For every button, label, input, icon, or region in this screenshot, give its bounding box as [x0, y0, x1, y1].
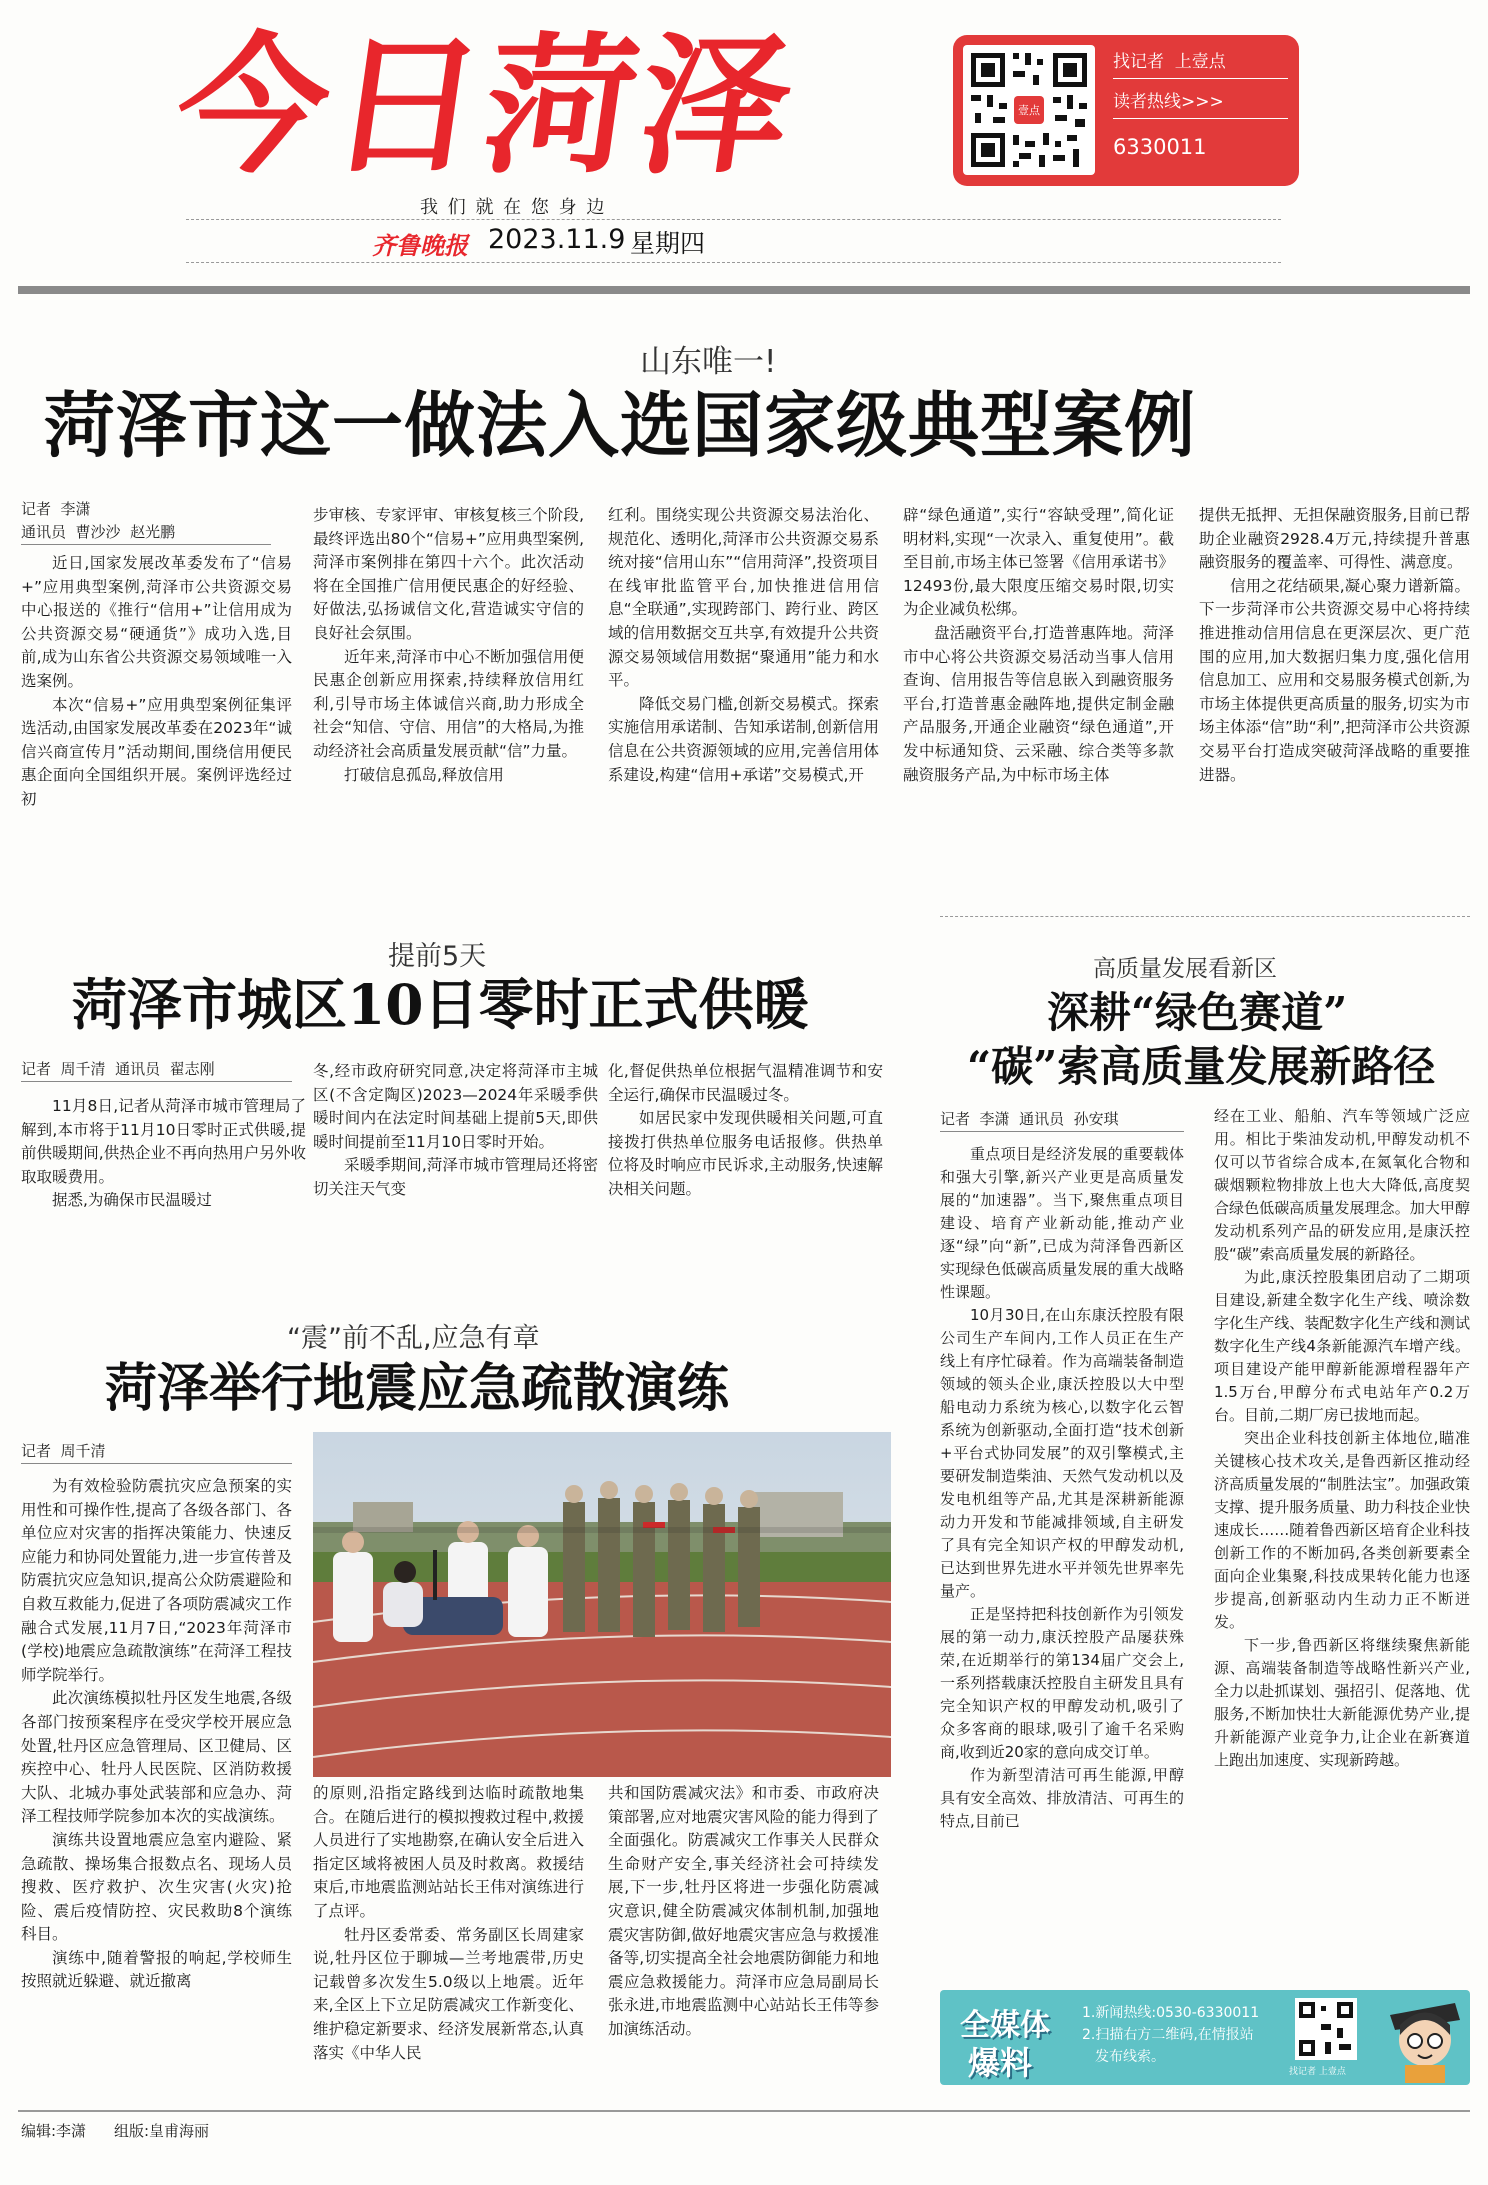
paragraph: 信用之花结硕果,凝心聚力谱新篇。下一步菏泽市公共资源交易中心将持续推进推动信用信息在更深层次、更广范围的应用,加大数据归集力度,强化信用信息加工、应用和交易服务模式创新,为市场主体提供更高质量的服务,切实为市场主体添“信”助“利”,把菏泽市公共资源交易平台打造成突破菏泽战略的重要推进器。 [1199, 576, 1470, 784]
article1-col3 [608, 504, 879, 862]
article1-byline: 记者 李潇 [21, 500, 91, 518]
paragraph: 打破信息孤岛,释放信用 [344, 765, 504, 784]
paragraph: 降低交易门槛,创新交易模式。探索实施信用承诺制、告知承诺制,创新信用信息在公共资源领域的应用,完善信用体系建设,构建“信用+承诺”交易模式,开 [608, 694, 879, 784]
article4-title-line1: 深耕“绿色赛道” [1047, 988, 1348, 1037]
paragraph: 近日,国家发展改革委发布了“信易+”应用典型案例,菏泽市公共资源交易中心报送的《推行“信用+”让信用成为公共资源交易“硬通货”》成功入选,目前,成为山东省公共资源交易领域唯一入选案例。 [21, 554, 292, 690]
qr-code-icon [1295, 1998, 1357, 2060]
paragraph: 11月8日,记者从菏泽市城市管理局了解到,本市将于11月10日零时正式供暖,提前供暖期间,供热企业不再向热用户另外收取取暖费用。 [21, 1097, 306, 1186]
hotline-box [953, 35, 1299, 186]
tipoff-banner [940, 1990, 1470, 2085]
article3-title: 菏泽举行地震应急疏散演练 [105, 1358, 730, 1419]
banner-line: 发布线索。 [1095, 2049, 1165, 2065]
article4-byline: 记者 李潇 通讯员 孙安琪 [940, 1110, 1119, 1128]
masthead-dashed-line [186, 262, 1281, 263]
byline-underline [21, 544, 271, 545]
article2-kicker: 提前5天 [388, 941, 487, 972]
paragraph: 为此,康沃控股集团启动了二期项目建设,新建全数字化生产线、喷涂数字化生产线、装配数字化生产线和测试数字化生产线4条新能源汽车增产线。项目建设产能甲醇新能源增程器年产1.5万台,甲醇分布式电站年产0.2万台。目前,二期厂房已拔地而起。 [1214, 1268, 1470, 1424]
issue-date: 2023.11.9 [488, 224, 626, 255]
article4-col1 [940, 1143, 1184, 1951]
article3-col3 [608, 1782, 879, 2087]
paragraph: 牡丹区委常委、常务副区长周建家说,牡丹区位于聊城—兰考地震带,历史记载曾多次发生5.0级以上地震。近年来,全区上下立足防震减灾工作新变化、维护稳定新要求、经济发展新常态,认真落实《中华人民 [313, 1925, 584, 2062]
banner-line: 1.新闻热线:0530-6330011 [1082, 2005, 1260, 2021]
article1-kicker: 山东唯一! [640, 344, 777, 380]
qr-center-label: 壹点 [1018, 104, 1040, 117]
paragraph: 作为新型清洁可再生能源,甲醇具有安全高效、排放清洁、可再生的特点,目前已 [940, 1766, 1184, 1830]
article1-col2 [313, 504, 584, 862]
contact-line2: 读者热线>>> [1113, 92, 1224, 112]
contact-line1: 找记者 上壹点 [1113, 52, 1226, 72]
paragraph: 的原则,沿指定路线到达临时疏散地集合。在随后进行的模拟搜救过程中,救援人员进行了实地勘察,在确认安全后进入指定区域将被困人员及时救离。救援结束后,市地震监测站站长王伟对演练进行了点评。 [313, 1784, 584, 1920]
issue-weekday: 星期四 [630, 229, 706, 258]
hotline-number: 6330011 [1113, 135, 1207, 159]
paragraph: 采暖季期间,菏泽市城市管理局还将密切关注天气变 [313, 1156, 598, 1198]
banner-label: 爆料 [968, 2044, 1033, 2082]
masthead-dashed-line [186, 219, 1281, 220]
article1-byline: 通讯员 曹沙沙 赵光鹏 [21, 523, 176, 541]
article2-col1 [21, 1095, 306, 1261]
banner-qr-caption: 找记者 上壹点 [1289, 2067, 1346, 2077]
paragraph: 共和国防震减灾法》和市委、市政府决策部署,应对地震灾害风险的能力得到了全面强化。防震减灾工作事关人民群众生命财产安全,事关经济社会可持续发展,下一步,牡丹区将进一步强化防震减灾意识,健全防震减灾体制机制,加强地震灾害防御,做好地震灾害应急与救援准备等,切实提高全社会地震防御能力和地震应急救援能力。菏泽市应急局副局长张永进,市地震监测中心站站长王伟等参加演练活动。 [608, 1784, 879, 2038]
paragraph: 演练共设置地震应急室内避险、紧急疏散、操场集合报数点名、现场人员搜救、医疗救护、次生灾害(火灾)抢险、震后疫情防控、灾民救助8个演练科目。 [21, 1830, 292, 1944]
paragraph: 此次演练模拟牡丹区发生地震,各级各部门按预案程序在受灾学校开展应急处置,牡丹区应急管理局、区卫健局、区疾控中心、牡丹人民医院、区消防救援大队、北城办事处武装部和应急办、菏泽工程技师学院参加本次的实战演练。 [21, 1689, 292, 1826]
paragraph: 突出企业科技创新主体地位,瞄准关键核心技术攻关,是鲁西新区推动经济高质量发展的“制胜法宝”。加强政策支撑、提升服务质量、助力科技企业快速成长……随着鲁西新区培育企业科技创新工作的不断加码,各类创新要素全面向企业集聚,科技成果转化能力也逐步提高,创新驱动内生动力正不断迸发。 [1214, 1429, 1470, 1631]
article3-byline: 记者 周千清 [21, 1442, 106, 1460]
masthead-rule [18, 286, 1470, 294]
paragraph: 重点项目是经济发展的重要载体和强大引擎,新兴产业更是高质量发展的“加速器”。当下,聚焦重点项目建设、培育产业新动能,推动产业逐“绿”向“新”,已成为菏泽鲁西新区实现绿色低碳高质量发展的重大战略性课题。 [940, 1145, 1184, 1301]
paragraph: 化,督促供热单位根据气温精准调节和安全运行,确保市民温暖过冬。 [608, 1062, 883, 1104]
paragraph: 为有效检验防震抗灾应急预案的实用性和可操作性,提高了各级各部门、各单位应对灾害的指挥决策能力、快速反应能力和协同处置能力,进一步宣传普及防震抗灾应急知识,提高公众防震避险和自救互救能力,促进了各项防震减灾工作融合式发展,11月7日,“2023年菏泽市(学校)地震应急疏散演练”在菏泽工程技师学院举行。 [21, 1477, 292, 1684]
paragraph: 盘活融资平台,打造普惠阵地。菏泽市中心将公共资源交易活动当事人信用查询、信用报告等信息嵌入到融资服务平台,打造普惠金融阵地,提供定制金融产品服务,开通企业融资“绿色通道”,开发中标通知贷、云采融、综合类等多款融资服务产品,为中标市场主体 [903, 623, 1174, 784]
paragraph: 演练中,随着警报的响起,学校师生按照就近躲避、就近撤离 [21, 1948, 292, 1991]
paragraph: 红利。围绕实现公共资源交易法治化、规范化、透明化,菏泽市公共资源交易系统对接“信用山东”“信用菏泽”,投资项目在线审批监管平台,加快推进信用信息“全联通”,实现跨部门、跨行业、跨区域的信用数据交互共享,有效提升公共资源交易领域信用数据“聚通用”能力和水平。 [608, 506, 879, 690]
article4-col2 [1214, 1105, 1470, 1951]
qr-code-icon [963, 45, 1095, 175]
paragraph: 经在工业、船舶、汽车等领域广泛应用。相比于柴油发动机,甲醇发动机不仅可以节省综合成本,在氮氧化合物和碳烟颗粒物排放上也大大降低,高度契合绿色低碳高质量发展理念。加大甲醇发动机系列产品的研发应用,是康沃控股“碳”索高质量发展的新路径。 [1214, 1107, 1470, 1263]
paragraph: 下一步,鲁西新区将继续聚焦新能源、高端装备制造等战略性新兴产业,全力以赴抓谋划、强招引、促落地、优服务,不断加快壮大新能源优势产业,提升新能源产业竞争力,让企业在新赛道上跑出加速度、实现新跨越。 [1214, 1636, 1470, 1769]
article2-col3 [608, 1060, 883, 1261]
article3-col2 [313, 1782, 584, 2087]
masthead-logo: 今日菏泽 [165, 20, 807, 194]
masthead [0, 0, 1488, 295]
article1-col5 [1199, 504, 1470, 862]
article4-title-line2: “碳”索高质量发展新路径 [967, 1042, 1436, 1091]
article2-byline: 记者 周千清 通讯员 翟志刚 [21, 1060, 215, 1078]
paragraph: 10月30日,在山东康沃控股有限公司生产车间内,工作人员正在生产线上有序忙碌着。作为高端装备制造领域的领头企业,康沃控股以大中型船电动力系统为核心,以数字化云智系统为创新驱动,全面打造“技术创新+平台式协同发展”的双引擎模式,主要研发制造柴油、天然气发动机以及发电机组等产品,尤其是深耕新能源动力开发和节能减排领域,自主研发了具有完全知识产权的甲醇发动机,已达到世界先进水平并领先世界率先量产。 [940, 1306, 1184, 1600]
article1-col4 [903, 504, 1174, 862]
paragraph: 如居民家中发现供暖相关问题,可直接拨打供热单位服务电话报修。供热单位将及时响应市民诉求,主动服务,快速解决相关问题。 [608, 1109, 883, 1198]
article2-col2 [313, 1060, 598, 1261]
paragraph: 提供无抵押、无担保融资服务,目前已帮助企业融资2928.4万元,持续提升普惠融资服务的覆盖率、可得性、满意度。 [1199, 506, 1470, 572]
contact-divider [1113, 78, 1288, 79]
masthead-slogan: 我 们 就 在 您 身 边 [420, 197, 607, 218]
banner-line: 2.扫描右方二维码,在情报站 [1082, 2027, 1254, 2043]
paragraph: 正是坚持把科技创新作为引领发展的第一动力,康沃控股产品屡获殊荣,在近期举行的第134届广交会上,一系列搭载康沃控股自主研发且具有完全知识产权的甲醇发动机,吸引了众多客商的眼球,吸引了逾千名采购商,收到近20家的意向成交订单。 [940, 1605, 1184, 1761]
article3-col1 [21, 1475, 292, 2087]
article4-kicker: 高质量发展看新区 [1093, 956, 1277, 982]
article1-title: 菏泽市这一做法入选国家级典型案例 [44, 383, 1197, 467]
footer-rule [18, 2110, 1470, 2112]
article1-col1 [21, 552, 292, 862]
paragraph: 辟“绿色通道”,实行“容缺受理”,简化证明材料,实现“一次录入、重复使用”。截至目前,市场主体已签署《信用承诺书》12493份,最大限度压缩交易时限,切实为企业减负松绑。 [903, 506, 1174, 619]
byline-underline [21, 1463, 292, 1464]
paragraph: 近年来,菏泽市中心不断加强信用便民惠企创新应用探索,持续释放信用红利,引导市场主体诚信兴商,助力形成全社会“知信、守信、用信”的大格局,为推动经济社会高质量发展贡献“信”力量。 [313, 647, 584, 760]
paragraph: 据悉,为确保市民温暖过 [52, 1191, 212, 1210]
cartoon-reporter-icon [1380, 1995, 1465, 2083]
paragraph: 本次“信易+”应用典型案例征集评选活动,由国家发展改革委在2023年“诚信兴商宣传月”活动期间,围绕信用便民惠企面向全国组织开展。案例评选经过初 [21, 695, 292, 808]
footer-editor: 编辑:李潇 [21, 2122, 87, 2140]
byline-underline [21, 1081, 292, 1082]
byline-underline [940, 1131, 1184, 1132]
paragraph: 冬,经市政府研究同意,决定将菏泽市主城区(不含定陶区)2023—2024年采暖季供暖时间内在法定时间基础上提前5天,即供暖时间提前至11月10日零时开始。 [313, 1062, 598, 1151]
section-divider [940, 916, 1470, 917]
article3-kicker: “震”前不乱,应急有章 [287, 1323, 540, 1354]
newspaper-name: 齐鲁晚报 [372, 231, 468, 260]
paragraph: 步审核、专家评审、审核复核三个阶段,最终评选出80个“信易+”应用典型案例,菏泽市案例排在第四十六个。此次活动将在全国推广信用便民惠企的好经验、好做法,弘扬诚信文化,营造诚实守信的良好社会氛围。 [313, 506, 584, 642]
article2-title: 菏泽市城区10日零时正式供暖 [72, 972, 809, 1037]
contact-divider [1113, 118, 1288, 119]
earthquake-drill-photo [313, 1432, 891, 1777]
banner-label: 全媒体 [960, 2008, 1050, 2043]
footer-layout: 组版:皇甫海丽 [114, 2122, 210, 2140]
